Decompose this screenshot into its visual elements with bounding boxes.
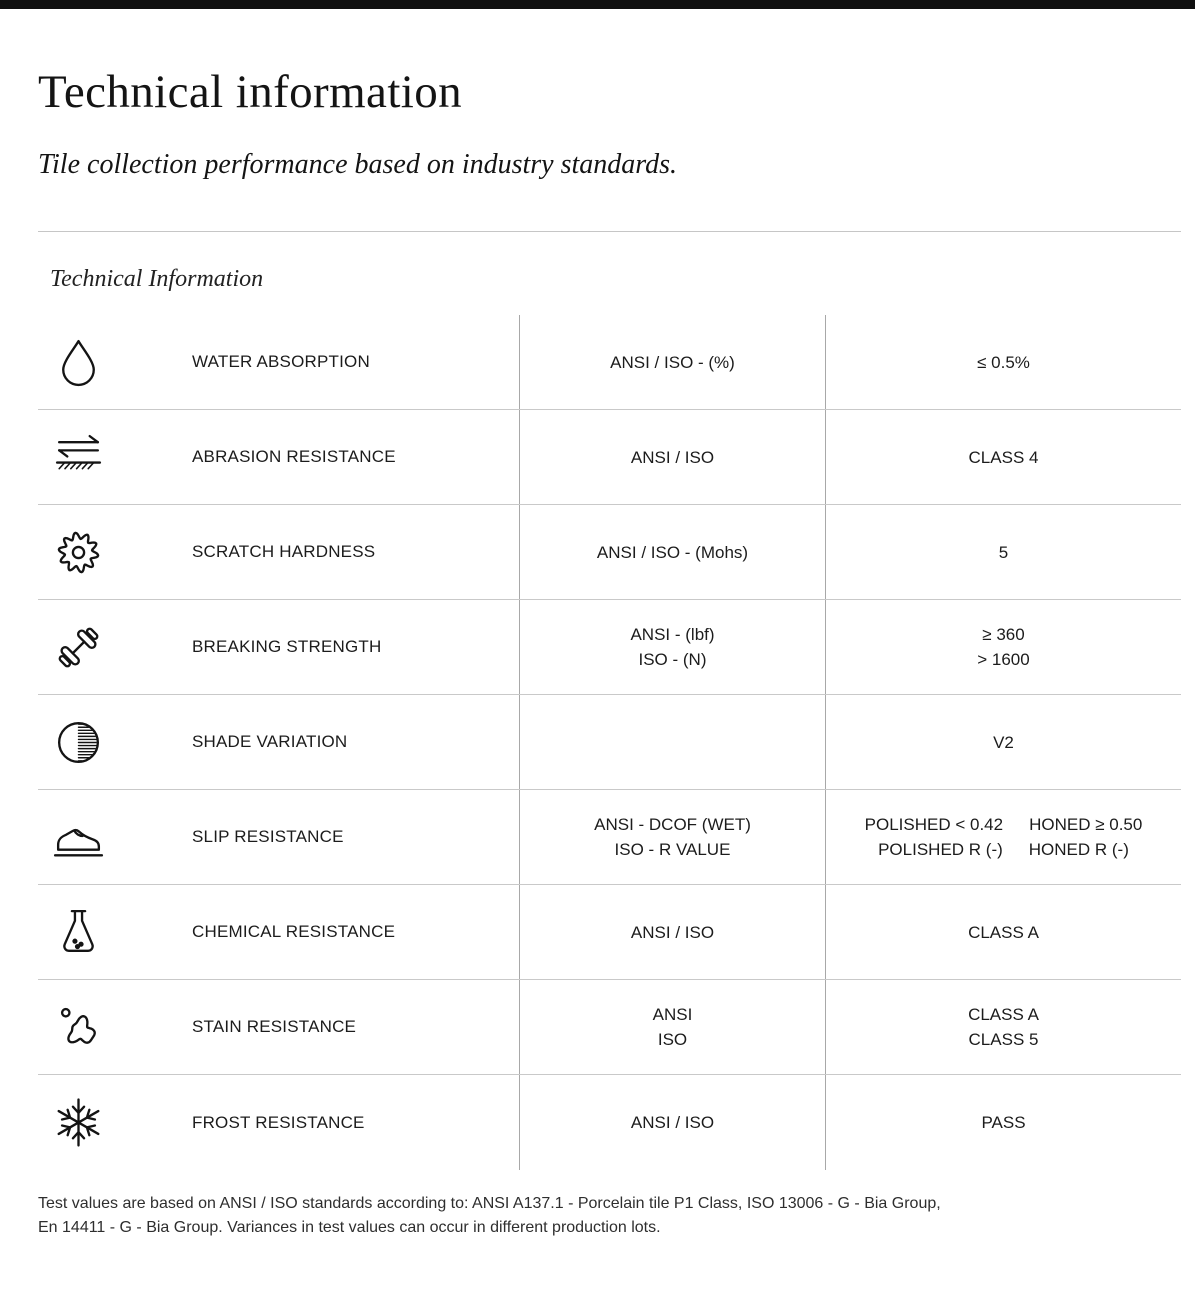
spec-row xyxy=(38,790,1181,885)
spec-standard: ANSI / ISO xyxy=(519,885,825,979)
spec-label: ABRASION RESISTANCE xyxy=(192,447,396,466)
spec-standard: ANSI / ISO - (Mohs) xyxy=(519,505,825,599)
page-title: Technical information xyxy=(38,66,463,118)
shade-variation-icon xyxy=(38,695,192,789)
spec-row xyxy=(38,505,1181,600)
spec-label: SLIP RESISTANCE xyxy=(192,827,344,846)
spec-label: BREAKING STRENGTH xyxy=(192,637,382,656)
water-drop-icon xyxy=(38,315,192,409)
footnote xyxy=(38,1192,1181,1240)
section-divider xyxy=(38,231,1181,232)
spec-standard: ANSI / ISO xyxy=(519,410,825,504)
spec-label: SCRATCH HARDNESS xyxy=(192,542,376,561)
footnote-line-1: Test values are based on ANSI / ISO standards according to: ANSI A137.1 - Porcelain tile P1 Class, ISO 13006 - G - Bia Group, xyxy=(38,1195,941,1212)
spec-value: 5 xyxy=(825,505,1181,599)
spec-row xyxy=(38,410,1181,505)
shoe-icon xyxy=(38,790,192,884)
spec-label: SHADE VARIATION xyxy=(192,732,348,751)
spec-standard xyxy=(519,695,825,789)
spec-standard: ANSI / ISO - (%) xyxy=(519,315,825,409)
technical-information-section xyxy=(0,9,1195,1240)
spec-value: ≤ 0.5% xyxy=(825,315,1181,409)
spec-row xyxy=(38,980,1181,1075)
spec-value: PASS xyxy=(825,1075,1181,1170)
spec-standard: ANSI ISO xyxy=(519,980,825,1074)
spec-row xyxy=(38,315,1181,410)
stain-icon xyxy=(38,980,192,1074)
spec-row xyxy=(38,1075,1181,1170)
footnote-line-2: En 14411 - G - Bia Group. Variances in test values can occur in different production lots. xyxy=(38,1219,661,1236)
spec-value: ≥ 360 > 1600 xyxy=(825,600,1181,694)
technical-spec-table xyxy=(38,315,1181,1170)
spec-label: WATER ABSORPTION xyxy=(192,352,370,371)
page-subtitle: Tile collection performance based on industry standards. xyxy=(38,149,678,180)
spec-standard: ANSI - (lbf) ISO - (N) xyxy=(519,600,825,694)
spec-value: POLISHED < 0.42 HONED ≥ 0.50 POLISHED R (-) HONED R (-) xyxy=(825,790,1181,884)
flask-icon xyxy=(38,885,192,979)
spec-standard: ANSI / ISO xyxy=(519,1075,825,1170)
spec-label: FROST RESISTANCE xyxy=(192,1112,365,1132)
spec-row xyxy=(38,885,1181,980)
spec-row xyxy=(38,600,1181,695)
spec-standard: ANSI - DCOF (WET) ISO - R VALUE xyxy=(519,790,825,884)
spec-label: CHEMICAL RESISTANCE xyxy=(192,922,396,941)
spec-row xyxy=(38,695,1181,790)
dumbbell-icon xyxy=(38,600,192,694)
snowflake-icon xyxy=(38,1075,192,1170)
section-heading: Technical Information xyxy=(50,266,264,292)
spec-value: CLASS A CLASS 5 xyxy=(825,980,1181,1074)
spec-value: V2 xyxy=(825,695,1181,789)
top-border-bar xyxy=(0,0,1195,9)
spec-label: STAIN RESISTANCE xyxy=(192,1017,357,1036)
spec-value: CLASS A xyxy=(825,885,1181,979)
gear-icon xyxy=(38,505,192,599)
spec-value: CLASS 4 xyxy=(825,410,1181,504)
abrasion-icon xyxy=(38,410,192,504)
